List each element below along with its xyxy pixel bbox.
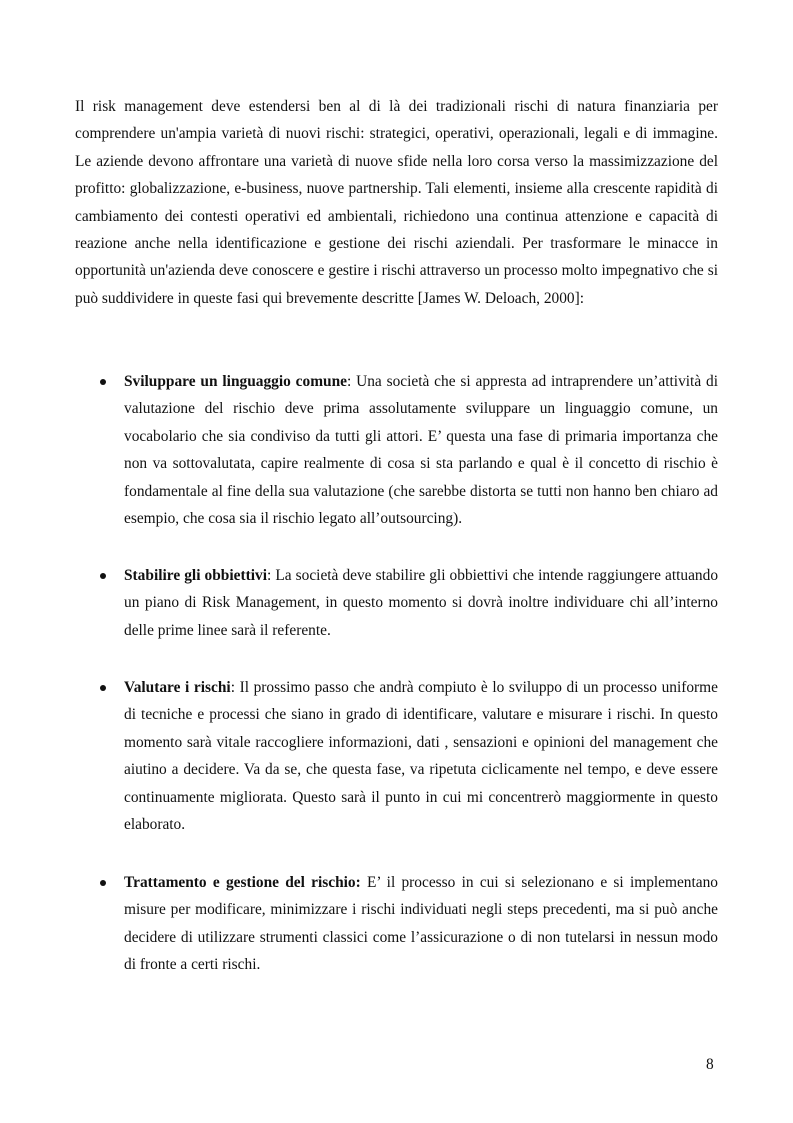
list-item-description: : La società deve stabilire gli obbiettivi che intende raggiungere attuando un piano di Risk Management, in questo momento si dovrà inoltre individuare chi all’interno delle prime linee sarà il referente.	[124, 567, 719, 639]
bullet-icon	[100, 685, 106, 691]
list-item-text	[124, 562, 718, 644]
list-item-description: E’ il processo in cui si selezionano e si implementano misure per modificare, minimizzare i rischi individuati negli steps precedenti, ma si può anche decidere di utilizzare strumenti classici come l’assicurazione o di non tutelarsi in nessun modo di fronte a certi rischi.	[124, 874, 718, 974]
bullet-icon	[100, 880, 106, 886]
bullet-icon	[100, 573, 106, 579]
list-item-description: : Una società che si appresta ad intraprendere un’attività di valutazione del rischio deve prima assolutamente sviluppare un linguaggio comune, un vocabolario che sia condiviso da tutti gli attori. E’ questa una fase di primaria importanza che non va sottovalutata, capire realmente di cosa si sta parlando e qual è il concetto di rischio è fondamentale al fine della sua valutazione (che sarebbe distorta se tutti non hanno ben chiaro ad esempio, che cosa sia il rischio legato all’outsourcing).	[124, 373, 718, 528]
list-item-text	[124, 368, 718, 532]
page-number: 8	[706, 1056, 714, 1073]
list-item-term: Sviluppare un linguaggio comune	[124, 373, 347, 390]
list-item-term: Valutare i rischi	[124, 679, 231, 696]
list-item-description: : Il prossimo passo che andrà compiuto è lo sviluppo di un processo uniforme di tecniche e processi che siano in grado di identificare, valutare e misurare i rischi. In questo momento sarà vitale raccogliere informazioni, dati , sensazioni e opinioni del management che aiutino a decidere. Va da se, che questa fase, va ripetuta ciclicamente nel tempo, e deve essere continuamente migliorata. Questo sarà il punto in cui mi concentrerò maggiormente in questo elaborato.	[124, 679, 718, 834]
bullet-icon	[100, 379, 106, 385]
list-item-text	[124, 869, 718, 979]
list-item-term: Trattamento e gestione del rischio:	[124, 874, 361, 891]
intro-paragraph: Il risk management deve estendersi ben al di là dei tradizionali rischi di natura finanziaria per comprendere un'ampia varietà di nuovi rischi: strategici, operativi, operazionali, legali e di immagine. Le aziende devono affrontare una varietà di nuove sfide nella loro corsa verso la massimizzazione del profitto: globalizzazione, e-business, nuove partnership. Tali elementi, insieme alla crescente rapidità di cambiamento dei contesti operativi ed ambientali, richiedono una continua attenzione e capacità di reazione anche nella identificazione e gestione dei rischi aziendali. Per trasformare le minacce in opportunità un'azienda deve conoscere e gestire i rischi attraverso un processo molto impegnativo che si può suddividere in queste fasi qui brevemente descritte [James W. Deloach, 2000]:	[75, 98, 718, 307]
list-item-term: Stabilire gli obbiettivi	[124, 567, 267, 584]
list-item-text	[124, 674, 718, 838]
